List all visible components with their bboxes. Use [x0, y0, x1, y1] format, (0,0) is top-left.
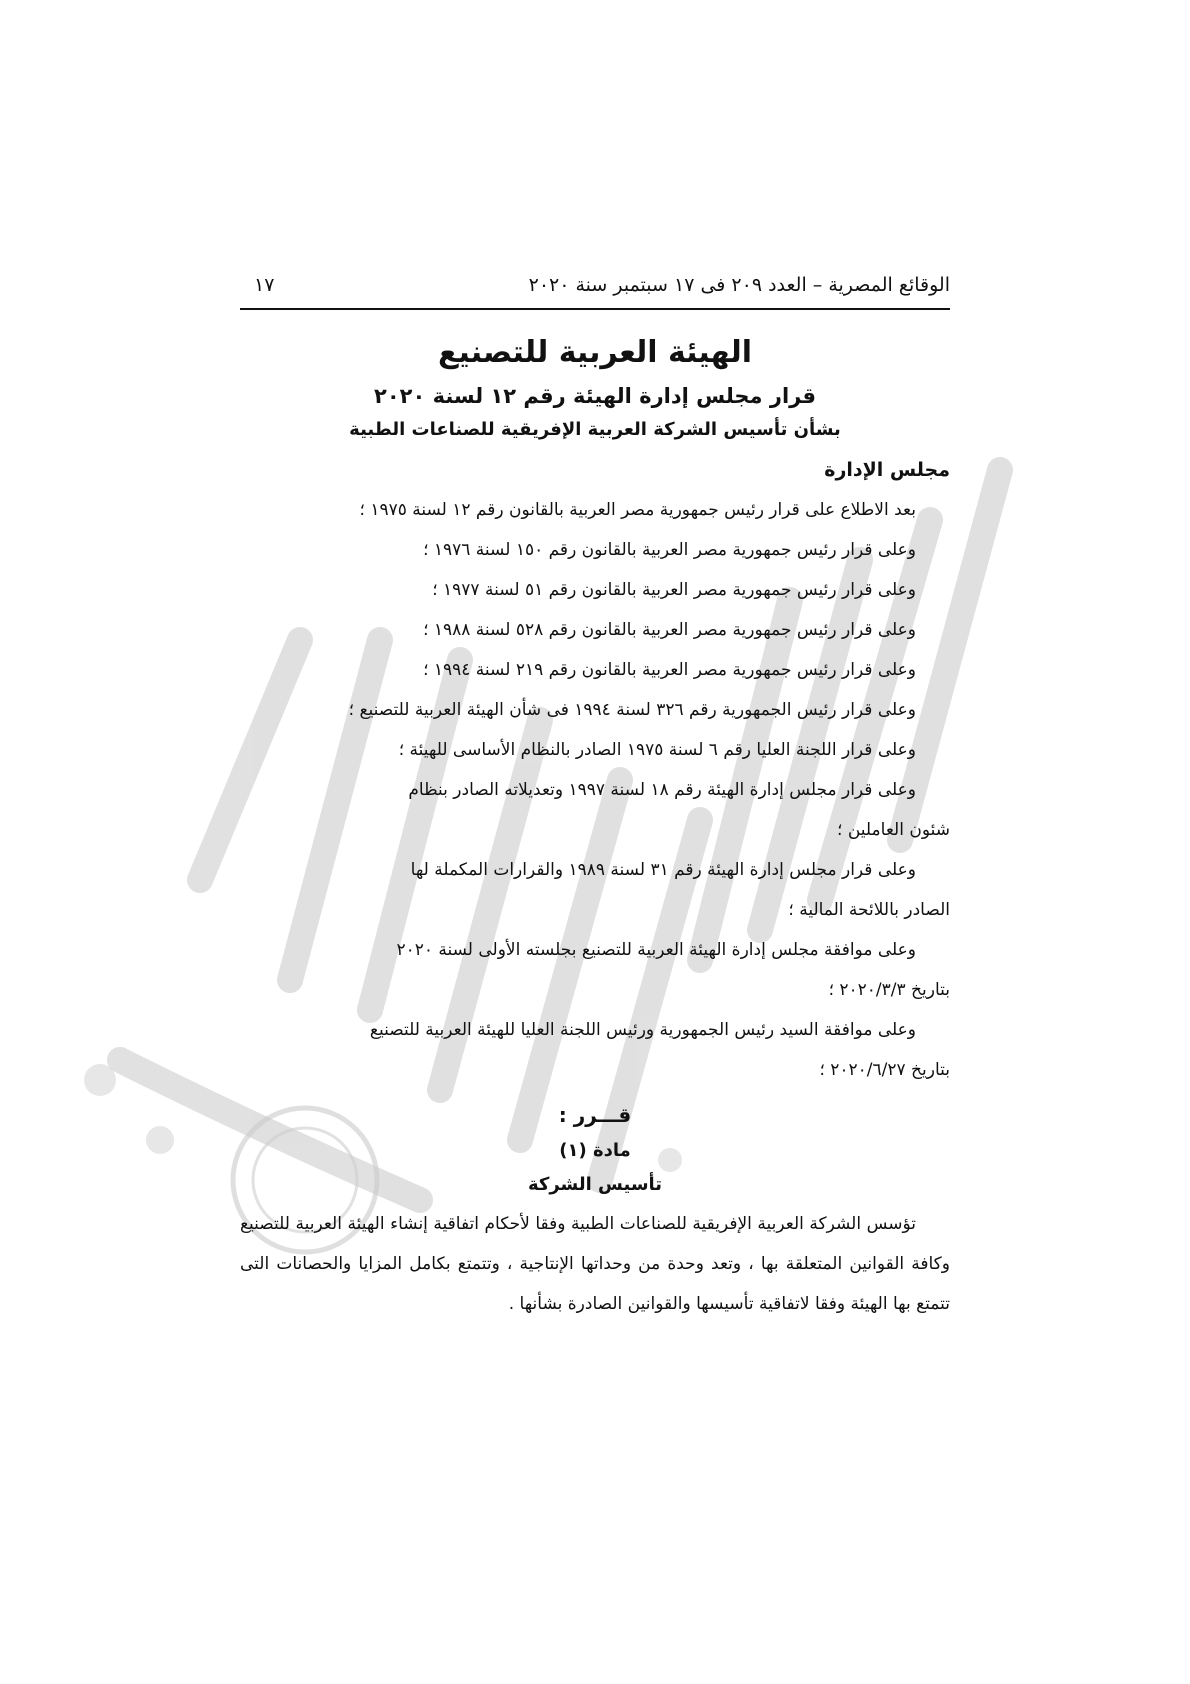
- preamble-item: وعلى قرار رئيس جمهورية مصر العربية بالقانون رقم ٥١ لسنة ١٩٧٧ ؛: [432, 580, 916, 600]
- decides-heading: قـــرر :: [558, 1103, 632, 1127]
- organization-name: الهيئة العربية للتصنيع: [437, 335, 753, 370]
- decision-title: قرار مجلس إدارة الهيئة رقم ١٢ لسنة ٢٠٢٠: [374, 384, 816, 408]
- preamble-item: وعلى قرار رئيس جمهورية مصر العربية بالقانون رقم ١٥٠ لسنة ١٩٧٦ ؛: [423, 540, 916, 560]
- preamble-continuation: بتاريخ ٢٠٢٠/٣/٣ ؛: [828, 980, 950, 1000]
- preamble-item: وعلى موافقة مجلس إدارة الهيئة العربية للتصنيع بجلسته الأولى لسنة ٢٠٢٠: [396, 940, 916, 960]
- page-number: ١٧: [254, 274, 275, 296]
- preamble-item: وعلى قرار اللجنة العليا رقم ٦ لسنة ١٩٧٥ الصادر بالنظام الأساسى للهيئة ؛: [398, 740, 916, 760]
- board-heading: مجلس الإدارة: [824, 459, 950, 481]
- preamble-continuation: بتاريخ ٢٠٢٠/٦/٢٧ ؛: [819, 1060, 950, 1080]
- preamble-continuation: الصادر باللائحة المالية ؛: [788, 900, 950, 920]
- preamble-item: وعلى موافقة السيد رئيس الجمهورية ورئيس اللجنة العليا للهيئة العربية للتصنيع: [369, 1020, 916, 1040]
- preamble-item: بعد الاطلاع على قرار رئيس جمهورية مصر العربية بالقانون رقم ١٢ لسنة ١٩٧٥ ؛: [359, 500, 916, 520]
- article-title: تأسيس الشركة: [527, 1174, 663, 1195]
- preamble-item: وعلى قرار رئيس جمهورية مصر العربية بالقانون رقم ٢١٩ لسنة ١٩٩٤ ؛: [423, 660, 916, 680]
- preamble-continuation: شئون العاملين ؛: [837, 820, 950, 840]
- decision-subject: بشأن تأسيس الشركة العربية الإفريقية للصناعات الطبية: [349, 419, 841, 440]
- article-body: تؤسس الشركة العربية الإفريقية للصناعات الطبية وفقا لأحكام اتفاقية إنشاء الهيئة العربية للتصنيع وكافة القوانين المتعلقة بها ، وتعد وحدة من وحداتها الإنتاجية ، وتتمتع بكامل المزايا والحصانات التى تتمتع بها الهيئة وفقا لاتفاقية تأسيسها والقوانين الصادرة بشأنها .: [240, 1214, 950, 1314]
- running-header: [240, 270, 950, 310]
- preamble-item: وعلى قرار مجلس إدارة الهيئة رقم ١٨ لسنة ١٩٩٧ وتعديلاته الصادر بنظام: [408, 780, 916, 800]
- gazette-issue: الوقائع المصرية – العدد ٢٠٩ فى ١٧ سبتمبر سنة ٢٠٢٠: [528, 274, 950, 296]
- preamble-item: وعلى قرار مجلس إدارة الهيئة رقم ٣١ لسنة ١٩٨٩ والقرارات المكملة لها: [410, 860, 916, 880]
- document-page: [240, 270, 950, 1324]
- preamble-item: وعلى قرار رئيس جمهورية مصر العربية بالقانون رقم ٥٢٨ لسنة ١٩٨٨ ؛: [423, 620, 916, 640]
- preamble-item: وعلى قرار رئيس الجمهورية رقم ٣٢٦ لسنة ١٩٩٤ فى شأن الهيئة العربية للتصنيع ؛: [348, 700, 916, 720]
- article-label: مادة (١): [559, 1140, 631, 1161]
